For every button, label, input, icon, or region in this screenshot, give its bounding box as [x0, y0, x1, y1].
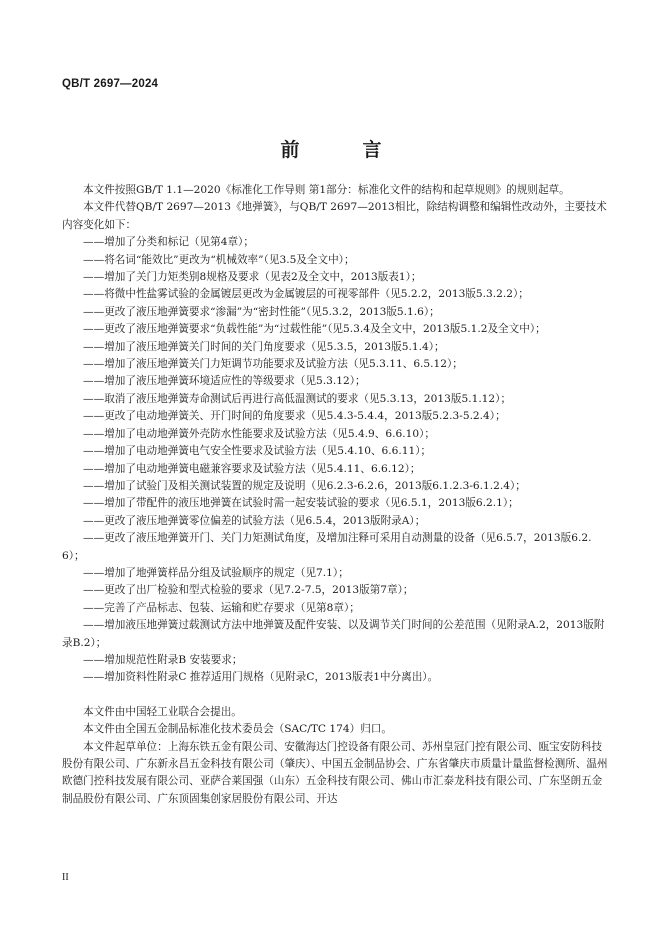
list-item: ——增加了试验门及相关测试装置的规定及说明（见6.2.3-6.2.6，2013版6.1.2.3-6.1.2.4）；: [83, 479, 526, 492]
list-item: ——增加了电动地弹簧电气安全性要求及试验方法（见5.4.10、6.6.11）；: [83, 445, 432, 458]
list-item: ——增加了液压地弹簧环境适应性的等级要求（见5.3.12）；: [83, 375, 366, 388]
list-item: ——更改了电动地弹簧关、开门时间的角度要求（见5.4.3-5.4.4，2013版5.2.3-5.2.4）；: [83, 410, 506, 423]
list-item: ——更改了出厂检验和型式检验的要求（见7.2-7.5，2013版第7章）；: [83, 584, 414, 597]
list-item: ——更改了液压地弹簧要求“负载性能”为“过载性能”（见5.3.4及全文中，2013版5.1.2及全文中）；: [83, 323, 546, 336]
intro-paragraph: 本文件代替QB/T 2697—2013《地弹簧》，与QB/T 2697—2013相比，除结构调整和编辑性改动外，主要技术内容变化如下：: [62, 201, 607, 231]
list-item: ——增加了液压地弹簧关门时间的关门角度要求（见5.3.5，2013版5.1.4）；: [83, 340, 445, 353]
list-item: ——将微中性盐雾试验的金属镀层更改为金属镀层的可视零部件（见5.2.2，2013版5.3.2.2）；: [83, 288, 529, 301]
page-number: II: [62, 872, 69, 883]
list-item: ——增加了带配件的液压地弹簧在试验时需一起安装试验的要求（见6.5.1，2013版6.2.1）；: [83, 497, 519, 510]
closing-paragraph: 本文件起草单位：上海东铁五金有限公司、安徽海达门控设备有限公司、苏州皇冠门控有限公司、瓯宝安防科技股份有限公司、广东新永昌五金科技有限公司（肇庆）、中国五金制品协会、广东省肇庆市质量计量监督检测所、温州欧德门控科技发展有限公司、亚萨合莱国强（山东）五金科技有限公司、佛山市汇泰龙科技有限公司、广东坚朗五金制品股份有限公司、广东顶固集创家居股份有限公司、开达: [62, 740, 608, 805]
page-title: 前 言: [280, 139, 404, 161]
list-item: ——增加了电动地弹簧外壳防水性能要求及试验方法（见5.4.9、6.6.10）；: [83, 427, 435, 440]
list-item: ——增加了分类和标记（见第4章）；: [83, 236, 254, 249]
list-item: ——完善了产品标志、包装、运输和贮存要求（见第8章）；: [83, 601, 360, 614]
list-item: ——增加了电动地弹簧电磁兼容要求及试验方法（见5.4.11、6.6.12）；: [83, 462, 421, 475]
list-item: ——增加了液压地弹簧关门力矩调节功能要求及试验方法（见5.3.11、6.5.12）；: [83, 358, 463, 371]
list-item: ——取消了液压地弹簧寿命测试后再进行高低温测试的要求（见5.3.13，2013版5.1.12）；: [83, 392, 512, 405]
standard-code: QB/T 2697—2024: [62, 78, 159, 90]
list-item: ——更改了液压地弹簧零位偏差的试验方法（见6.5.4，2013版附录A）；: [83, 514, 426, 527]
list-item: ——增加液压地弹簧过载测试方法中地弹簧及配件安装、以及调节关门时间的公差范围（见附录A.2，2013版附录B.2）；: [62, 619, 605, 649]
document-body: [62, 182, 610, 808]
section-gap: [62, 687, 610, 704]
list-item: ——增加规范性附录B 安装要求；: [83, 653, 243, 666]
list-item: ——增加了关门力矩类别8规格及要求（见表2及全文中，2013版表1）；: [83, 271, 422, 284]
list-item: ——增加了地弹簧样品分组及试验顺序的规定（见7.1）；: [83, 566, 349, 579]
list-item: ——增加资料性附录C 推荐适用门规格（见附录C，2013版表1中分离出）。: [83, 671, 439, 684]
list-item: ——更改了液压地弹簧开门、关门力矩测试角度，及增加注释可采用自动测量的设备（见6.5.7，2013版6.2.6）；: [62, 532, 592, 562]
list-item: ——更改了液压地弹簧要求“渗漏”为“密封性能”（见5.3.2，2013版5.1.6）；: [83, 305, 440, 318]
list-item: ——将名词“能效比”更改为“机械效率”（见3.5及全文中）；: [83, 253, 355, 266]
closing-paragraph: 本文件由全国五金制品标准化技术委员会（SAC/TC 174）归口。: [83, 723, 392, 736]
closing-paragraph: 本文件由中国轻工业联合会提出。: [83, 705, 242, 718]
intro-paragraph: 本文件按照GB/T 1.1—2020《标准化工作导则 第1部分：标准化文件的结构和起草规则》的规则起草。: [83, 184, 570, 196]
change-list: [62, 234, 610, 687]
